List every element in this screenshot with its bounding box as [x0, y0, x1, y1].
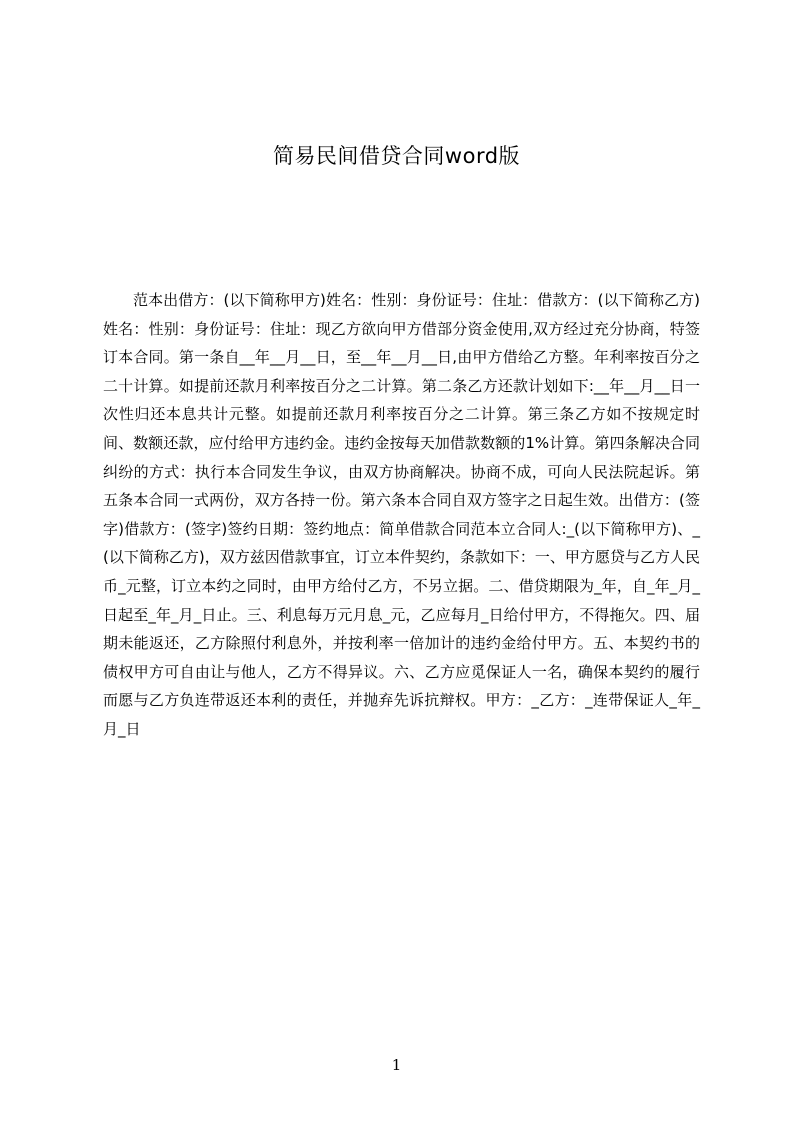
contract-body-text: 范本出借方：(以下简称甲方)姓名：性别：身份证号：住址：借款方：(以下简称乙方)姓名：性别：身份证号：住址：现乙方欲向甲方借部分资金使用,双方经过充分协商，特签订本合同。第一条自__年__月__日，至__年__月__日,由甲方借给乙方整。年利率按百分之二十计算。如提前还款月利率按百分之二计算。第二条乙方还款计划如下:__年__月__日一次性归还本息共计元整。如提前还款月利率按百分之二计算。第三条乙方如不按规定时间、数额还款，应付给甲方违约金。违约金按每天加借款数额的1%计算。第四条解决合同纠纷的方式：执行本合同发生争议，由双方协商解决。协商不成，可向人民法院起诉。第五条本合同一式两份，双方各持一份。第六条本合同自双方签字之日起生效。出借方：(签字)借款方：(签字)签约日期：签约地点：简单借款合同范本立合同人:_(以下简称甲方)、_(以下简称乙方)，双方兹因借款事宜，订立本件契约，条款如下：一、甲方愿贷与乙方人民币_元整，订立本约之同时，由甲方给付乙方，不另立据。二、借贷期限为_年，自_年_月_日起至_年_月_日止。三、利息每万元月息_元，乙应每月_日给付甲方，不得拖欠。四、届期未能返还，乙方除照付利息外，并按利率一倍加计的违约金给付甲方。五、本契约书的债权甲方可自由让与他人，乙方不得异议。六、乙方应觅保证人一名，确保本契约的履行而愿与乙方负连带返还本利的责任，并抛弃先诉抗辩权。甲方：_乙方：_连带保证人_年_月_日	[103, 291, 700, 738]
document-title: 简易民间借贷合同word版	[272, 144, 521, 168]
page-number: 1	[391, 1056, 402, 1074]
